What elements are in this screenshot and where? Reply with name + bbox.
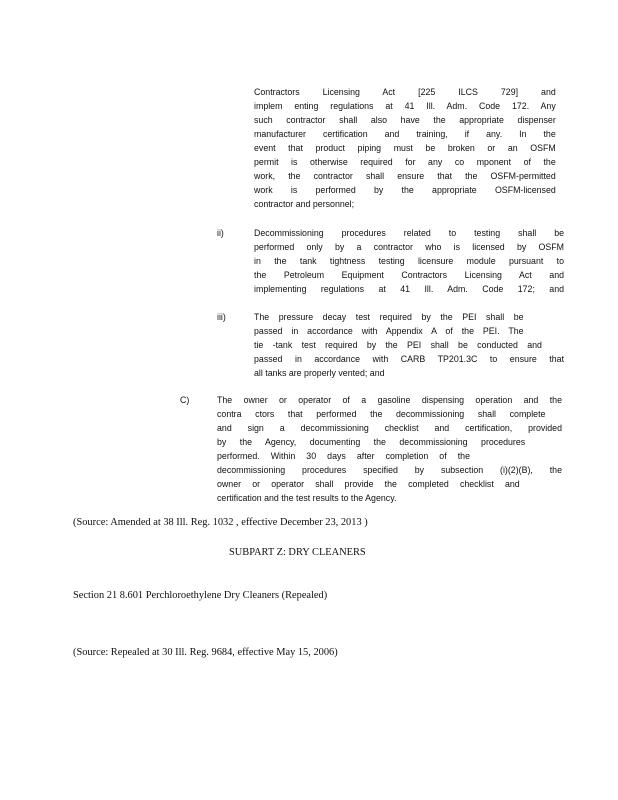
text-line: The owner or operator of a gasoline dispensing operation and the: [217, 395, 562, 406]
item-marker-ii: ii): [217, 228, 224, 239]
text-line: implementing regulations at 41 Ill. Adm. Code 172; and: [254, 284, 565, 295]
text-line: tie -tank test required by the PEI shall be conducted and: [254, 340, 542, 351]
text-line: certification and the test results to the Agency.: [217, 493, 397, 504]
text-line: and sign a decommissioning checklist and certification, provided: [217, 423, 562, 434]
section-heading: Section 21 8.601 Perchloroethylene Dry Cleaners (Repealed): [73, 590, 328, 601]
continuation-paragraph: [254, 86, 556, 212]
text-line: all tanks are properly vented; and: [254, 368, 385, 379]
text-line: the Petroleum Equipment Contractors Licensing Act and: [254, 270, 565, 281]
text-line: event that product piping must be broken or an OSFM: [254, 143, 556, 154]
text-line: contra ctors that performed the decommissioning shall complete: [217, 409, 546, 420]
text-line: passed in accordance with CARB TP201.3C to ensure that: [254, 354, 565, 365]
subpart-heading: SUBPART Z: DRY CLEANERS: [229, 547, 366, 558]
text-line: Contractors Licensing Act [225 ILCS 729] and: [254, 87, 556, 98]
text-line: The pressure decay test required by the PEI shall be: [254, 312, 524, 323]
item-marker-iii: iii): [217, 312, 226, 323]
text-line: work, the contractor shall ensure that the OSFM-permitted: [254, 171, 556, 182]
text-line: in the tank tightness testing licensure module pursuant to: [254, 256, 565, 267]
item-c-paragraph: [217, 394, 562, 506]
text-line: manufacturer certification and training, if any. In the: [254, 129, 556, 140]
item-marker-c: C): [180, 395, 190, 406]
text-line: permit is otherwise required for any co mponent of the: [254, 157, 556, 168]
item-iii-paragraph: [254, 311, 564, 381]
text-line: owner or operator shall provide the completed checklist and: [217, 479, 520, 490]
source-note-amended: (Source: Amended at 38 Ill. Reg. 1032 , effective December 23, 2013 ): [73, 517, 368, 528]
text-line: performed. Within 30 days after completion of the: [217, 451, 470, 462]
text-line: contractor and personnel;: [254, 199, 355, 210]
item-ii-paragraph: [254, 227, 564, 297]
source-note-repealed: (Source: Repealed at 30 Ill. Reg. 9684, effective May 15, 2006): [73, 647, 338, 658]
text-line: decommissioning procedures specified by subsection (i)(2)(B), the: [217, 465, 562, 476]
text-line: such contractor shall also have the appropriate dispenser: [254, 115, 556, 126]
text-line: passed in accordance with Appendix A of the PEI. The: [254, 326, 524, 337]
text-line: work is performed by the appropriate OSFM-licensed: [254, 185, 556, 196]
text-line: by the Agency, documenting the decommissioning procedures: [217, 437, 526, 448]
text-line: implem enting regulations at 41 Ill. Adm. Code 172. Any: [254, 101, 556, 112]
text-line: performed only by a contractor who is licensed by OSFM: [254, 242, 565, 253]
text-line: Decommissioning procedures related to testing shall be: [254, 228, 565, 239]
